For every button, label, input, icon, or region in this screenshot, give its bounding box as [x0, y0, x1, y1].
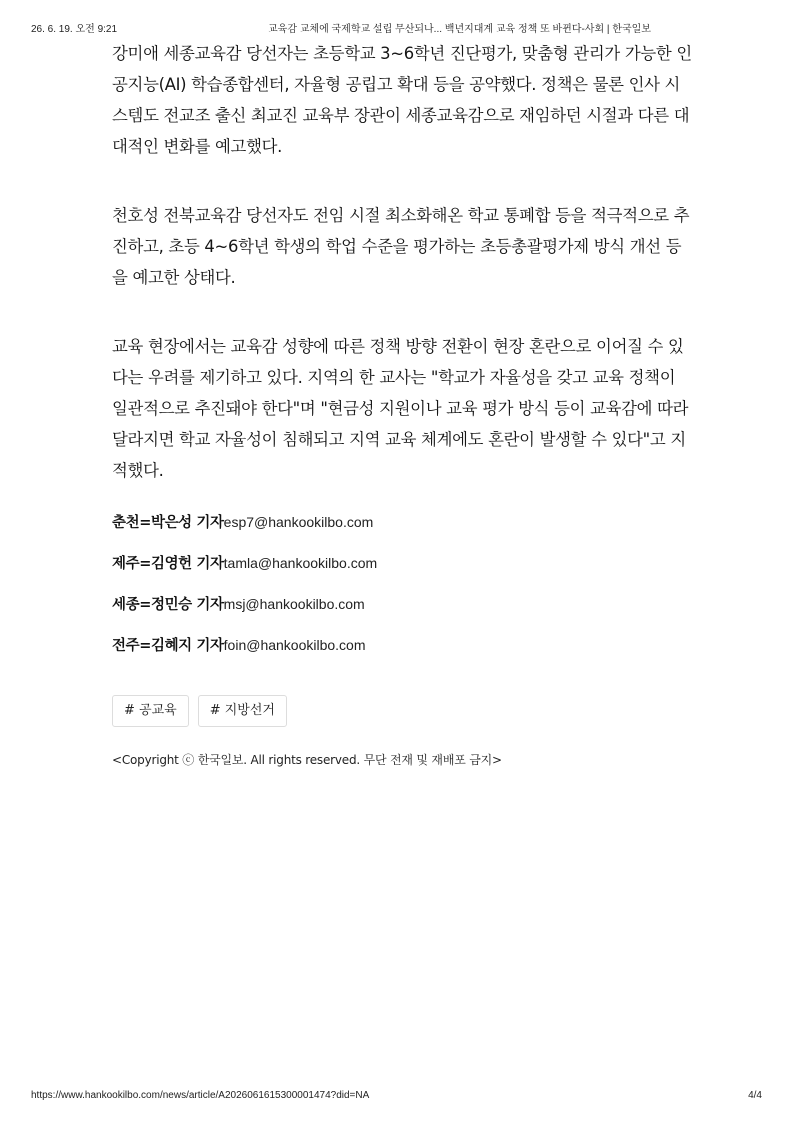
reporter-email[interactable]: foin@hankookilbo.com	[223, 637, 366, 653]
tag-local-election[interactable]: # 지방선거	[198, 695, 287, 727]
reporter-name: 제주=김영헌 기자	[112, 556, 224, 572]
reporter-email[interactable]: msj@hankookilbo.com	[223, 596, 365, 612]
print-page-title: 교육감 교체에 국제학교 설립 무산되나... 백년지대계 교육 정책 또 바뀐다-사회 | 한국일보	[268, 24, 651, 35]
page-number: 4/4	[748, 1090, 762, 1101]
reporter-name: 전주=김혜지 기자	[112, 638, 224, 654]
tag-public-education[interactable]: # 공교육	[112, 695, 189, 727]
print-url: https://www.hankookilbo.com/news/article/A2026061615300001474?did=NA	[31, 1090, 370, 1101]
byline	[112, 511, 692, 552]
reporter-name: 춘천=박은성 기자	[112, 515, 224, 531]
article-paragraph: 강미애 세종교육감 당선자는 초등학교 3~6학년 진단평가, 맞춤형 관리가 가능한 인공지능(AI) 학습종합센터, 자율형 공립고 확대 등을 공약했다. 정책은 물론 인사 시스템도 전교조 출신 최교진 교육부 장관이 세종교육감으로 재임하던 시절과 다른 대대적인 변화를 예고했다.	[112, 44, 692, 156]
article-paragraph: 교육 현장에서는 교육감 성향에 따른 정책 방향 전환이 현장 혼란으로 이어질 수 있다는 우려를 제기하고 있다. 지역의 한 교사는 "학교가 자율성을 갖고 교육 정책이 일관적으로 추진돼야 한다"며 "현금성 지원이나 교육 평가 방식 등이 교육감에 따라 달라지면 학교 자율성이 침해되고 지역 교육 체계에도 혼란이 발생할 수 있다"고 지적했다.	[112, 337, 689, 480]
print-date: 26. 6. 19. 오전 9:21	[31, 24, 118, 35]
article-paragraph: 천호성 전북교육감 당선자도 전임 시절 최소화해온 학교 통폐합 등을 적극적으로 추진하고, 초등 4~6학년 학생의 학업 수준을 평가하는 초등총괄평가제 방식 개선 등을 예고한 상태다.	[112, 206, 690, 287]
byline	[112, 593, 692, 634]
print-header	[0, 20, 793, 36]
article-body	[112, 38, 692, 768]
reporter-email[interactable]: tamla@hankookilbo.com	[223, 555, 378, 571]
byline	[112, 552, 692, 593]
copyright-notice: <Copyright ⓒ 한국일보. All rights reserved. 무단 전재 및 재배포 금지>	[112, 753, 502, 767]
byline	[112, 634, 692, 675]
reporter-email[interactable]: esp7@hankookilbo.com	[223, 514, 374, 530]
tag-list	[112, 695, 692, 727]
byline-list	[112, 511, 692, 675]
reporter-name: 세종=정민승 기자	[112, 597, 224, 613]
